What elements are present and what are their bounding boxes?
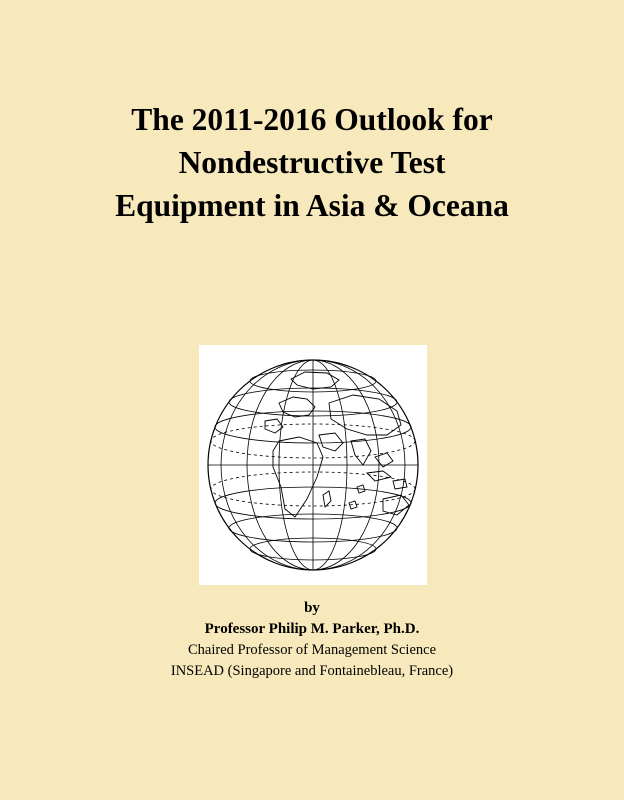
title-line-2: Nondestructive Test [178, 145, 446, 180]
byline-affiliation: INSEAD (Singapore and Fontainebleau, France) [170, 663, 454, 679]
byline-author: Professor Philip M. Parker, Ph.D. [204, 621, 420, 637]
globe-illustration [199, 345, 427, 585]
title-line-1: The 2011-2016 Outlook for [131, 102, 493, 137]
title-line-3: Equipment in Asia & Oceana [115, 188, 509, 223]
byline-role: Chaired Professor of Management Science [187, 642, 437, 658]
page-title [58, 98, 566, 227]
byline [58, 598, 566, 682]
byline-by-label: by [304, 600, 320, 616]
